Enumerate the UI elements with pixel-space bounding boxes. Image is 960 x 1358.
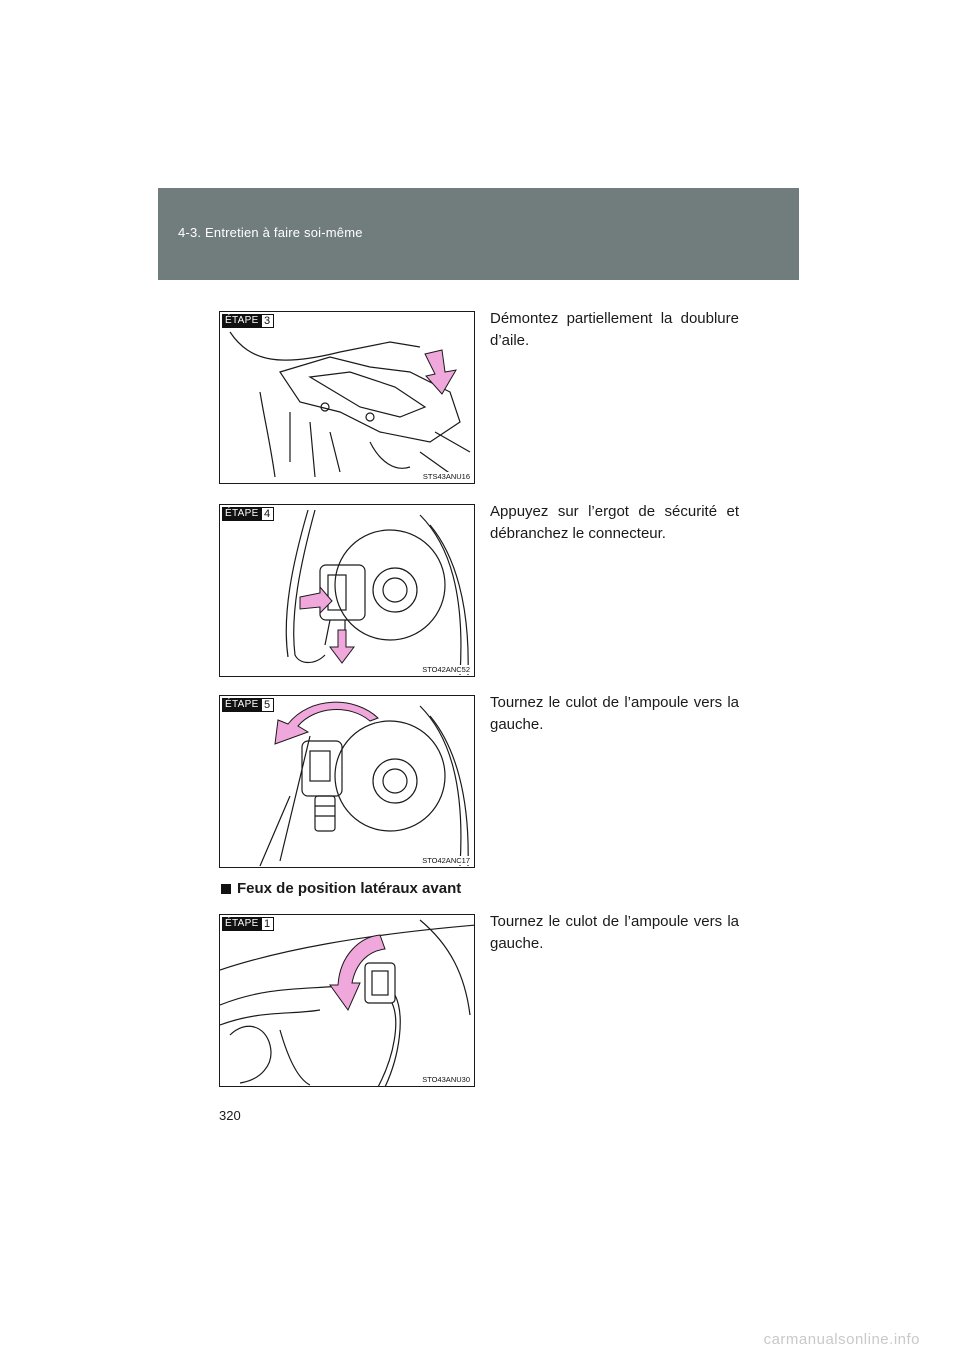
press-arrow-icon	[300, 587, 332, 613]
side-marker-illustration	[220, 915, 475, 1087]
figure-code: STO43ANU30	[422, 1075, 470, 1084]
watermark: carmanualsonline.info	[763, 1331, 920, 1348]
step-badge: ÉTAPE 5	[222, 698, 274, 712]
step-3-instruction: Démontez partiellement la doublure d’aile.	[490, 310, 739, 349]
step-5-instruction: Tournez le culot de l’ampoule vers la gauche.	[490, 694, 739, 733]
figure-code: STO42ANC52	[422, 665, 470, 674]
pull-arrow-icon	[330, 630, 354, 663]
step-badge: ÉTAPE 1	[222, 917, 274, 931]
bulb-socket-illustration	[220, 696, 475, 868]
step-badge: ÉTAPE 3	[222, 314, 274, 328]
page-number: 320	[219, 1108, 241, 1123]
step-badge: ÉTAPE 4	[222, 507, 274, 521]
figure-code: STS43ANU16	[422, 472, 470, 481]
section-title: Feux de position latéraux avant	[237, 880, 462, 897]
figure-step-3	[219, 311, 475, 484]
step-4-instruction: Appuyez sur l’ergot de sécurité et débranchez le connecteur.	[490, 503, 739, 542]
figure-code: STO42ANC17	[422, 856, 470, 865]
figure-step-4	[219, 504, 475, 677]
section-step-1-instruction: Tournez le culot de l’ampoule vers la gauche.	[490, 913, 739, 952]
down-arrow-icon	[425, 350, 456, 394]
square-bullet-icon	[221, 884, 231, 894]
rotate-left-arrow-icon	[330, 935, 385, 1010]
figure-section-step-1	[219, 914, 475, 1087]
connector-illustration	[220, 505, 475, 677]
fender-liner-illustration	[220, 312, 475, 484]
section-heading	[221, 880, 461, 897]
figure-step-5	[219, 695, 475, 868]
chapter-title: 4-3. Entretien à faire soi-même	[178, 225, 363, 240]
rotate-left-arrow-icon	[275, 702, 378, 744]
chapter-header	[158, 188, 799, 280]
